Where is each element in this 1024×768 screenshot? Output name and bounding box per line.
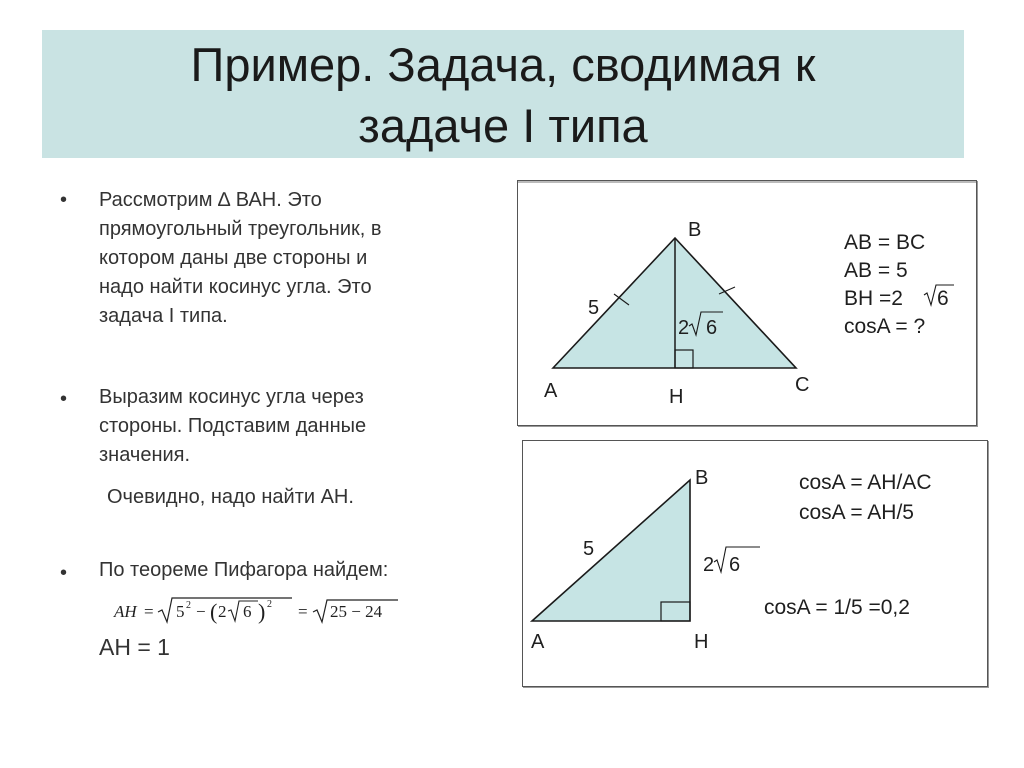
- formula-minus: −: [196, 602, 206, 621]
- formula-eq2: =: [298, 602, 308, 621]
- bullet-marker: •: [60, 562, 68, 584]
- formula-term-b-rad: 6: [243, 602, 252, 621]
- label-c: C: [795, 374, 810, 396]
- bullet-marker: •: [60, 388, 68, 410]
- formula-eq: =: [144, 602, 154, 621]
- bullet-marker: •: [60, 189, 68, 211]
- answer: cosA = 1/5 =0,2: [764, 596, 910, 619]
- label-b: B: [695, 467, 709, 489]
- formula-term-a: 5: [176, 602, 185, 621]
- slide-title: Пример. Задача, сводимая к задаче I типа: [190, 38, 816, 152]
- bullet-text-3: По теореме Пифагора найдем:: [99, 559, 389, 581]
- formula-1: cosA = AH/AC: [799, 471, 932, 494]
- diagram-panel-top: [517, 180, 977, 426]
- bullet-text-1: Рассмотрим ∆ ВАН. Это прямоугольный треугольник, в котором даны две стороны и надо найти косинус угла. Это задача I типа.: [99, 189, 382, 327]
- note-find-ah: Очевидно, надо найти АН.: [107, 486, 354, 508]
- label-bh-rad: 6: [729, 554, 741, 576]
- pythagoras-formula: [112, 595, 402, 627]
- given-3: BH =2: [844, 287, 903, 310]
- formula-exp-a: 2: [186, 600, 191, 611]
- paren-close-icon: ): [258, 599, 266, 624]
- label-h: H: [694, 631, 709, 653]
- label-h: H: [669, 386, 684, 408]
- formula-2: cosA = AH/5: [799, 501, 914, 524]
- formula-lhs: AH: [114, 602, 137, 621]
- bullet-text-2: Выразим косинус угла через стороны. Подставим данные значения.: [99, 386, 367, 466]
- label-bh-coef: 2: [678, 317, 690, 339]
- given-1: AB = BC: [844, 231, 926, 254]
- given-4: cosA = ?: [844, 315, 926, 338]
- given-2: AB = 5: [844, 259, 908, 282]
- label-a: A: [531, 631, 545, 653]
- right-triangle: [532, 480, 690, 621]
- paren-open-icon: (: [210, 599, 218, 624]
- formula-inner: 25 − 24: [330, 602, 383, 621]
- label-bh-rad: 6: [706, 317, 718, 339]
- diagram-panel-bottom: [522, 440, 988, 687]
- result-ah: AH = 1: [99, 634, 170, 660]
- given-3-rad: 6: [937, 287, 949, 310]
- formula-term-b-coef: 2: [218, 602, 227, 621]
- label-side-ab: 5: [583, 538, 595, 560]
- label-a: A: [544, 380, 558, 402]
- label-b: B: [688, 219, 702, 241]
- label-side-ab: 5: [588, 297, 600, 319]
- label-bh-coef: 2: [703, 554, 715, 576]
- formula-exp-b: 2: [267, 599, 272, 610]
